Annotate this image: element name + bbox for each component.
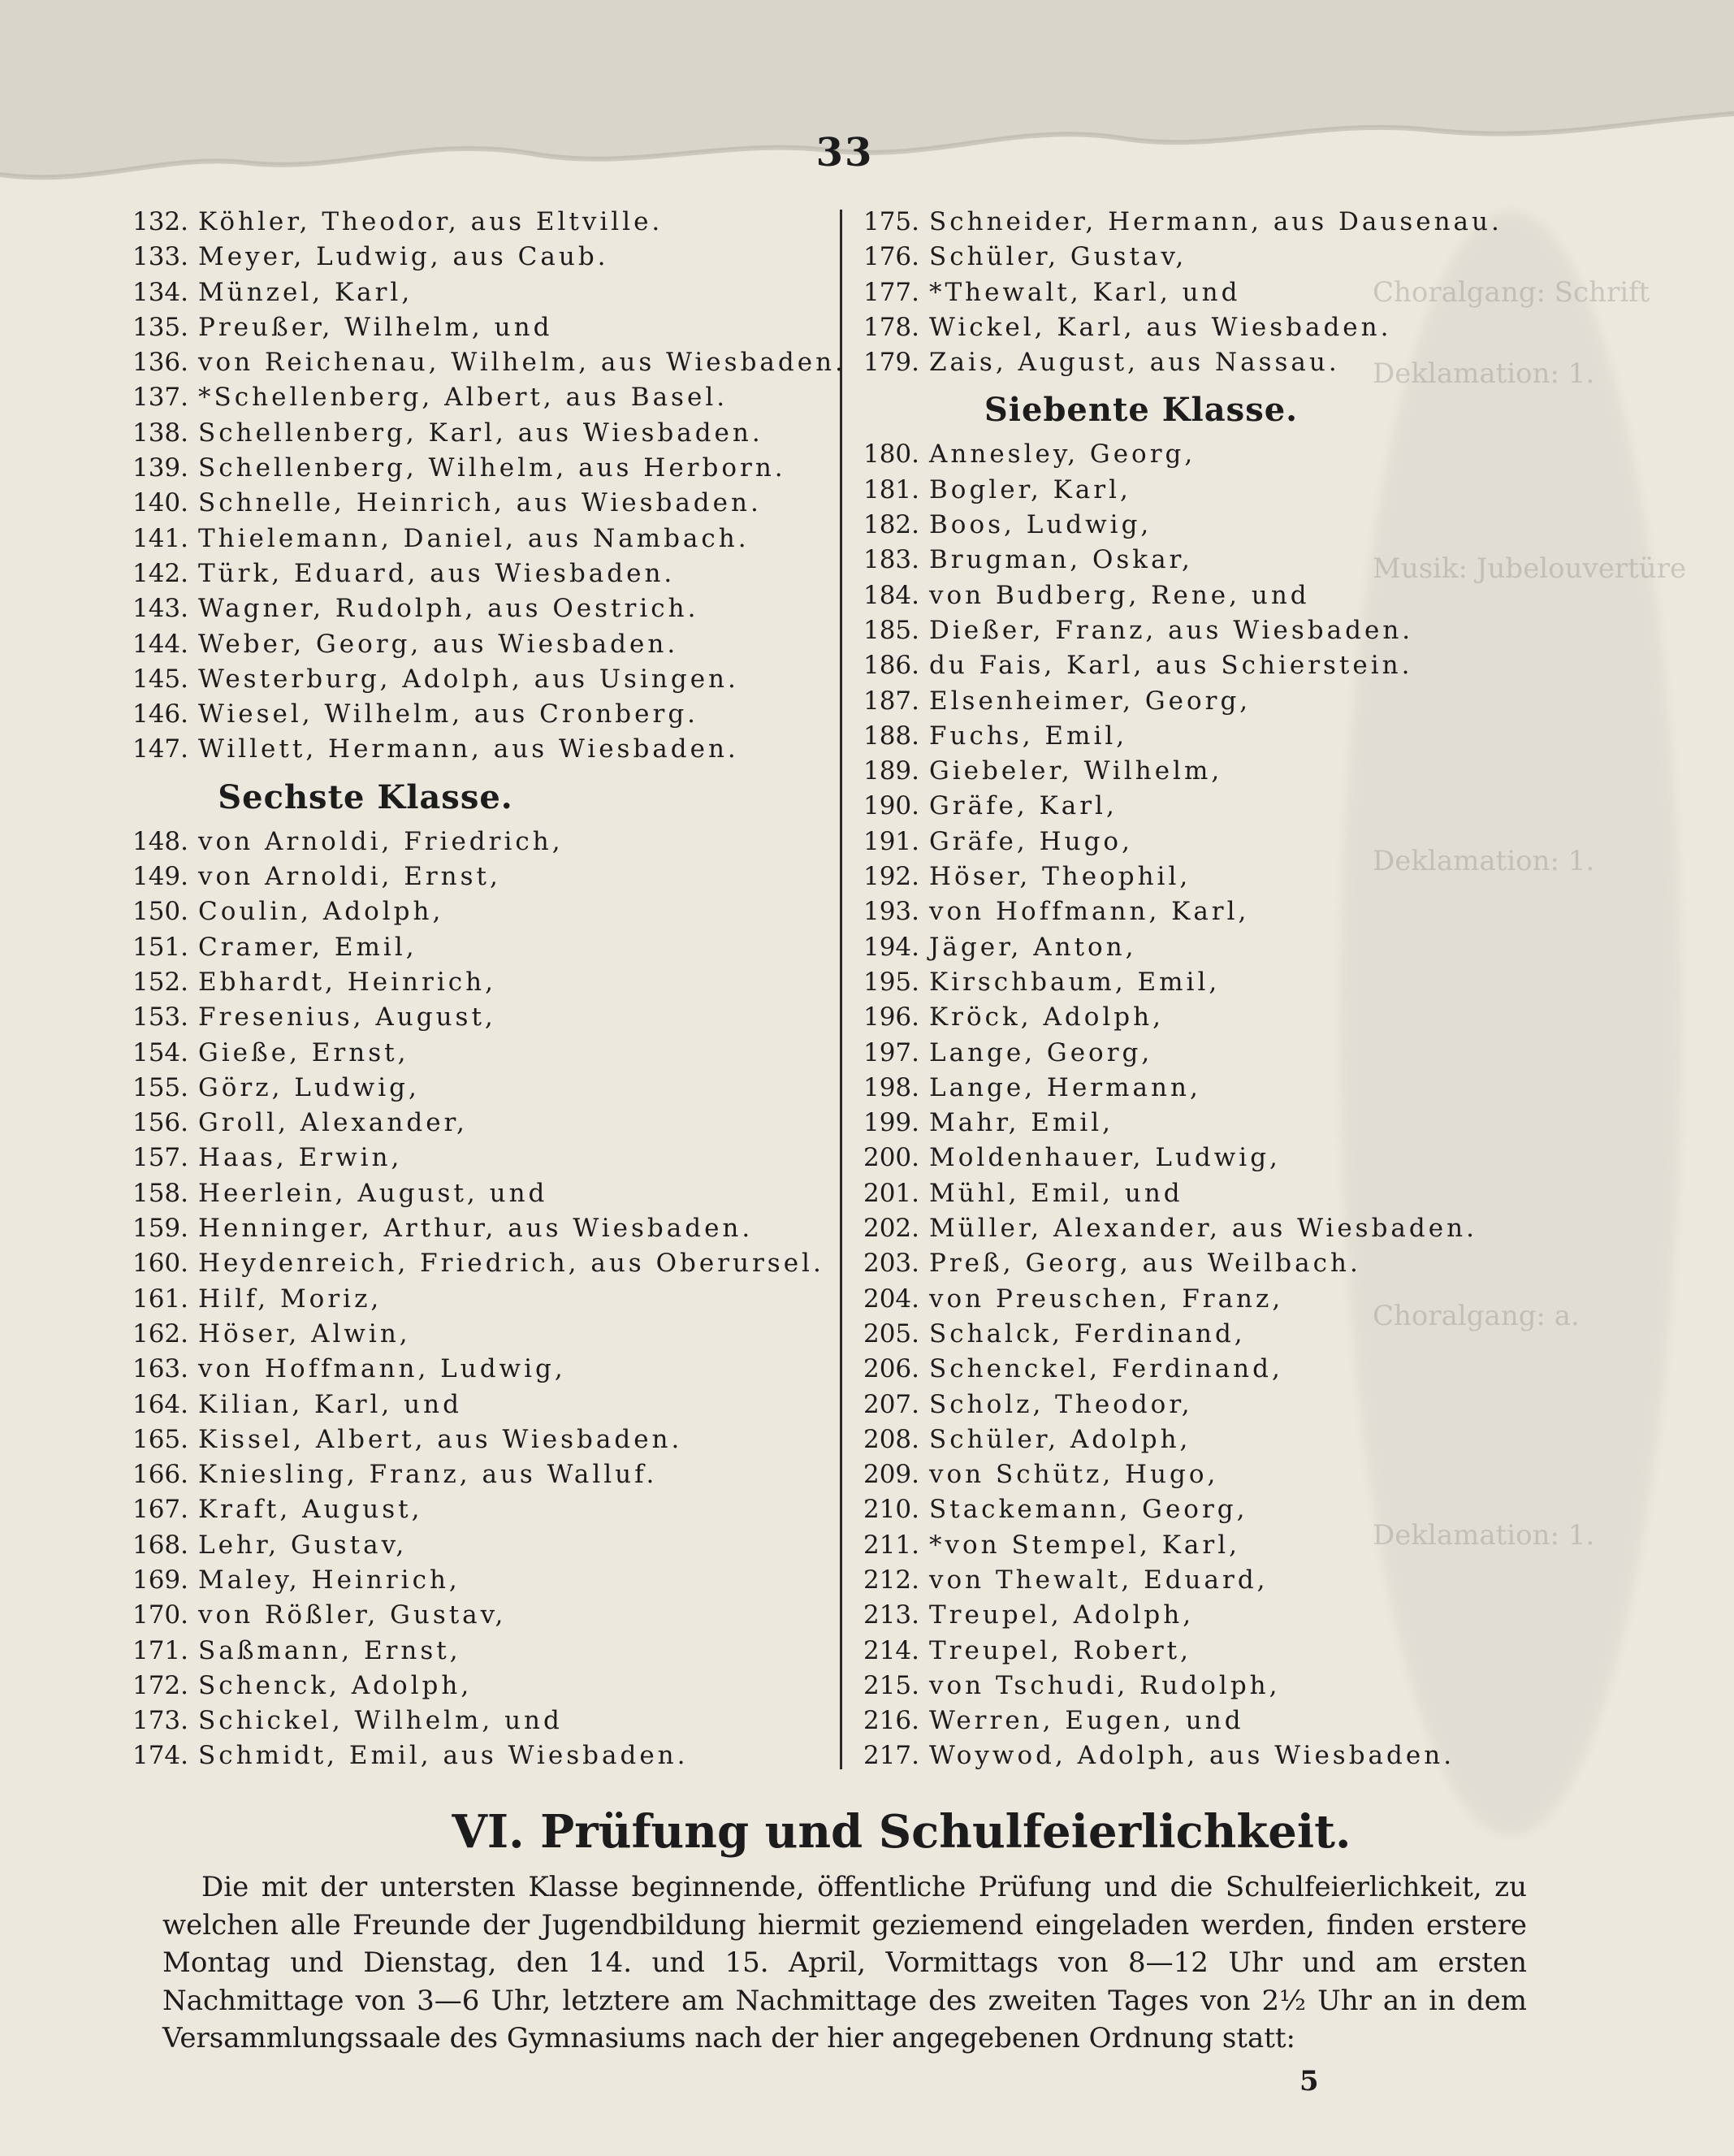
entry-number: 161. <box>132 1284 188 1314</box>
entry-number: 188. <box>863 721 919 751</box>
entry-number: 168. <box>132 1530 188 1560</box>
list-item <box>130 1071 845 1106</box>
entry-name: von Preuschen, Franz, <box>929 1284 1284 1314</box>
entry-name: Görz, Ludwig, <box>198 1072 420 1102</box>
entry-number: 212. <box>863 1565 919 1595</box>
entry-name: von Budberg, Rene, und <box>929 580 1310 610</box>
entry-name: Groll, Alexander, <box>198 1108 468 1138</box>
list-item <box>130 591 845 626</box>
entry-number: 193. <box>863 897 919 927</box>
entry-number: 147. <box>132 734 188 764</box>
entry-name: Lange, Georg, <box>929 1037 1153 1067</box>
entry-name: von Tschudi, Rudolph, <box>929 1670 1281 1700</box>
list-item <box>130 1738 845 1773</box>
class-heading-siebente: Siebente Klasse. <box>984 391 1299 430</box>
list-item <box>130 1352 845 1387</box>
entry-number: 190. <box>863 791 919 821</box>
list-item <box>130 556 845 591</box>
list-item <box>861 1036 1429 1071</box>
entry-name: du Fais, Karl, aus Schierstein. <box>929 651 1413 681</box>
entry-name: Gräfe, Karl, <box>929 791 1118 821</box>
section-paragraph-text: Die mit der untersten Klasse beginnende, öffentliche Prüfung und die Schulfeierlichkeit, zu welchen alle Freunde der Jugendbildung hiermit geziemend eingeladen werden, finden erstere Montag und Dienstag, den 14. und 15. April, Vormittags von 8—12 Uhr und am ersten Nachmittage von 3—6 Uhr, letztere am Nachmittage des zweiten Tages von 2½ Uhr an in dem Versammlungssaale des Gymnasiums nach der hier angegebenen Ordnung statt: <box>162 1871 1527 2054</box>
entry-number: 139. <box>132 453 188 483</box>
entry-number: 143. <box>132 594 188 624</box>
list-item <box>130 1598 845 1633</box>
list-item <box>861 1352 1429 1387</box>
list-item <box>861 1317 1429 1352</box>
entry-name: Henninger, Arthur, aus Wiesbaden. <box>198 1214 754 1244</box>
entry-name: *Schellenberg, Albert, aus Basel. <box>198 383 729 413</box>
entry-number: 185. <box>863 615 919 645</box>
entry-name: Annesley, Georg, <box>929 439 1196 470</box>
entry-number: 166. <box>132 1460 188 1490</box>
list-item <box>861 1492 1429 1527</box>
list-item <box>861 310 1429 345</box>
entry-number: 204. <box>863 1284 919 1314</box>
list-item <box>861 275 1429 310</box>
entry-name: Lehr, Gustav, <box>198 1530 408 1560</box>
entry-number: 162. <box>132 1318 188 1349</box>
entry-number: 141. <box>132 523 188 553</box>
list-item <box>130 1388 845 1422</box>
entry-number: 183. <box>863 545 919 575</box>
list-item <box>130 1246 845 1281</box>
entry-number: 200. <box>863 1143 919 1173</box>
entry-name: Mahr, Emil, <box>929 1108 1114 1138</box>
entry-number: 206. <box>863 1354 919 1384</box>
list-item <box>130 1176 845 1211</box>
entry-number: 176. <box>863 242 919 272</box>
entry-name: Fresenius, August, <box>198 1002 496 1033</box>
list-item <box>861 345 1429 380</box>
entry-number: 171. <box>132 1635 188 1665</box>
list-item <box>861 1738 1455 1773</box>
entry-number: 163. <box>132 1354 188 1384</box>
entry-name: Stackemann, Georg, <box>929 1495 1248 1525</box>
entry-number: 181. <box>863 474 919 504</box>
list-item <box>861 1457 1429 1492</box>
entry-number: 145. <box>132 664 188 694</box>
entry-name: Gieße, Ernst, <box>198 1037 409 1067</box>
entry-number: 173. <box>132 1706 188 1736</box>
entry-name: Schickel, Wilhelm, und <box>198 1706 563 1736</box>
list-item <box>861 1634 1429 1669</box>
list-item <box>130 486 845 521</box>
entry-name: Schnelle, Heinrich, aus Wiesbaden. <box>198 488 762 518</box>
entry-name: Schellenberg, Wilhelm, aus Herborn. <box>198 453 786 483</box>
entry-number: 135. <box>132 312 188 342</box>
entry-name: Boos, Ludwig, <box>929 510 1152 540</box>
entry-name: Fuchs, Emil, <box>929 721 1128 751</box>
entry-number: 159. <box>132 1214 188 1244</box>
list-item <box>861 719 1429 754</box>
list-item <box>861 473 1429 508</box>
list-item <box>130 522 845 556</box>
list-item <box>130 1000 845 1035</box>
entry-name: Kraft, August, <box>198 1495 423 1525</box>
entry-name: Jäger, Anton, <box>929 932 1137 962</box>
entry-name: Scholz, Theodor, <box>929 1389 1193 1419</box>
list-item <box>861 1141 1429 1175</box>
list-item <box>130 1422 845 1457</box>
entry-number: 167. <box>132 1495 188 1525</box>
entry-number: 213. <box>863 1600 919 1630</box>
entry-number: 132. <box>132 207 188 236</box>
entry-name: Schalck, Ferdinand, <box>929 1318 1246 1349</box>
list-item <box>130 1457 845 1492</box>
entry-name: Köhler, Theodor, aus Eltville. <box>198 207 664 236</box>
list-item <box>861 789 1429 824</box>
entry-number: 158. <box>132 1178 188 1208</box>
entry-name: Preußer, Wilhelm, und <box>198 312 553 342</box>
entry-name: Heerlein, August, und <box>198 1178 548 1208</box>
list-item <box>861 894 1429 929</box>
student-list <box>130 205 845 768</box>
entry-number: 203. <box>863 1249 919 1279</box>
entry-name: Kilian, Karl, und <box>198 1389 462 1419</box>
list-item <box>130 1634 845 1669</box>
left-column <box>130 205 845 1774</box>
entry-name: Coulin, Adolph, <box>198 897 444 927</box>
entry-name: Bogler, Karl, <box>929 474 1131 504</box>
list-item <box>130 825 845 859</box>
entry-number: 194. <box>863 932 919 962</box>
list-item <box>861 1211 1477 1246</box>
entry-name: Schmidt, Emil, aus Wiesbaden. <box>198 1741 689 1771</box>
list-item <box>130 1036 845 1071</box>
entry-name: Haas, Erwin, <box>198 1143 403 1173</box>
entry-number: 164. <box>132 1389 188 1419</box>
entry-name: Schenck, Adolph, <box>198 1670 473 1700</box>
list-item <box>861 1000 1429 1035</box>
entry-name: von Hoffmann, Karl, <box>929 897 1250 927</box>
entry-number: 149. <box>132 862 188 892</box>
list-item <box>861 1528 1429 1563</box>
list-item <box>861 1388 1429 1422</box>
entry-number: 209. <box>863 1460 919 1490</box>
list-item <box>861 1176 1429 1211</box>
entry-name: Türk, Eduard, aus Wiesbaden. <box>198 558 676 588</box>
entry-name: Kniesling, Franz, aus Walluf. <box>198 1460 658 1490</box>
entry-number: 146. <box>132 699 188 729</box>
entry-name: Giebeler, Wilhelm, <box>929 756 1223 786</box>
entry-name: Höser, Theophil, <box>929 862 1191 892</box>
bleed-through-text: Deklamation: 1. <box>1373 845 1595 877</box>
entry-name: von Hoffmann, Ludwig, <box>198 1354 566 1384</box>
entry-name: von Reichenau, Wilhelm, aus Wiesbaden. <box>198 348 846 378</box>
entry-name: *Thewalt, Karl, und <box>929 277 1241 307</box>
entry-number: 156. <box>132 1108 188 1138</box>
entry-number: 137. <box>132 383 188 413</box>
entry-name: von Arnoldi, Ernst, <box>198 862 501 892</box>
entry-name: Saßmann, Ernst, <box>198 1635 461 1665</box>
entry-number: 182. <box>863 510 919 540</box>
entry-number: 152. <box>132 967 188 997</box>
list-item <box>861 930 1429 965</box>
entry-name: Wickel, Karl, aus Wiesbaden. <box>929 312 1392 342</box>
list-item <box>130 1141 845 1175</box>
sheet-signature: 5 <box>1299 2065 1319 2098</box>
list-item <box>130 416 845 451</box>
list-item <box>861 613 1429 648</box>
list-item <box>130 930 845 965</box>
section-numeral: VI. <box>452 1805 525 1859</box>
bleed-through-text: Choralgang: a. <box>1373 1300 1580 1332</box>
list-item <box>130 627 845 662</box>
entry-name: Treupel, Adolph, <box>929 1600 1195 1630</box>
entry-number: 195. <box>863 967 919 997</box>
section-pruefung <box>162 1795 1527 2058</box>
entry-name: Moldenhauer, Ludwig, <box>929 1143 1281 1173</box>
entry-number: 144. <box>132 629 188 659</box>
entry-name: Gräfe, Hugo, <box>929 826 1133 856</box>
list-item <box>861 684 1429 719</box>
entry-name: Ebhardt, Heinrich, <box>198 967 496 997</box>
entry-name: Lange, Hermann, <box>929 1072 1201 1102</box>
entry-number: 216. <box>863 1706 919 1736</box>
entry-number: 215. <box>863 1670 919 1700</box>
entry-name: Treupel, Robert, <box>929 1635 1191 1665</box>
entry-number: 178. <box>863 312 919 342</box>
entry-number: 154. <box>132 1037 188 1067</box>
entry-name: Müller, Alexander, aus Wiesbaden. <box>929 1214 1477 1244</box>
entry-number: 172. <box>132 1670 188 1700</box>
entry-number: 165. <box>132 1424 188 1454</box>
entry-name: Kirschbaum, Emil, <box>929 967 1221 997</box>
entry-name: von Schütz, Hugo, <box>929 1460 1219 1490</box>
entry-name: Wiesel, Wilhelm, aus Cronberg. <box>198 699 699 729</box>
bleed-through-text: Choralgang: Schrift <box>1373 276 1650 309</box>
entry-name: Westerburg, Adolph, aus Usingen. <box>198 664 739 694</box>
list-item <box>861 965 1429 1000</box>
entry-number: 134. <box>132 277 188 307</box>
entry-number: 177. <box>863 277 919 307</box>
list-item <box>130 1492 845 1527</box>
entry-number: 208. <box>863 1424 919 1454</box>
list-item <box>861 859 1429 894</box>
page-number: 33 <box>815 130 874 175</box>
entry-name: Schüler, Gustav, <box>929 242 1187 272</box>
list-item <box>130 1528 845 1563</box>
list-item <box>130 1704 845 1738</box>
entry-number: 207. <box>863 1389 919 1419</box>
entry-number: 197. <box>863 1037 919 1067</box>
entry-number: 160. <box>132 1249 188 1279</box>
entry-name: Heydenreich, Friedrich, aus Oberursel. <box>198 1249 824 1279</box>
entry-name: Thielemann, Daniel, aus Nambach. <box>198 523 750 553</box>
entry-number: 210. <box>863 1495 919 1525</box>
entry-name: Wagner, Rudolph, aus Oestrich. <box>198 594 699 624</box>
entry-number: 170. <box>132 1600 188 1630</box>
list-item <box>130 1317 845 1352</box>
list-item <box>861 1246 1429 1281</box>
list-item <box>130 451 845 486</box>
list-item <box>130 380 845 415</box>
entry-name: Cramer, Emil, <box>198 932 417 962</box>
entry-name: Schneider, Hermann, aus Dausenau. <box>929 207 1503 236</box>
entry-name: Weber, Georg, aus Wiesbaden. <box>198 629 679 659</box>
list-item <box>130 345 845 380</box>
list-item <box>130 1106 845 1141</box>
entry-number: 199. <box>863 1108 919 1138</box>
entry-number: 150. <box>132 897 188 927</box>
entry-number: 136. <box>132 348 188 378</box>
list-item <box>130 859 845 894</box>
section-title-text: Prüfung und Schulfeierlichkeit. <box>540 1805 1351 1859</box>
list-item <box>861 578 1429 613</box>
list-item <box>861 1704 1429 1738</box>
list-item <box>130 205 845 240</box>
entry-name: Schüler, Adolph, <box>929 1424 1191 1454</box>
entry-number: 196. <box>863 1002 919 1033</box>
entry-name: Schellenberg, Karl, aus Wiesbaden. <box>198 418 763 448</box>
entry-name: Brugman, Oskar, <box>929 545 1193 575</box>
entry-number: 180. <box>863 439 919 470</box>
entry-name: Schenckel, Ferdinand, <box>929 1354 1283 1384</box>
entry-number: 174. <box>132 1741 188 1771</box>
entry-number: 202. <box>863 1214 919 1244</box>
entry-number: 217. <box>863 1741 919 1771</box>
class-heading-sechste: Sechste Klasse. <box>218 777 513 816</box>
entry-number: 192. <box>863 862 919 892</box>
entry-name: Dießer, Franz, aus Wiesbaden. <box>929 615 1414 645</box>
entry-name: Maley, Heinrich, <box>198 1565 461 1595</box>
list-item <box>130 697 845 732</box>
entry-number: 151. <box>132 932 188 962</box>
entry-name: von Thewalt, Eduard, <box>929 1565 1269 1595</box>
entry-number: 187. <box>863 686 919 716</box>
list-item <box>130 1282 845 1317</box>
list-item <box>130 310 845 345</box>
section-paragraph <box>162 1868 1527 2058</box>
list-item <box>130 1669 845 1704</box>
list-item <box>130 965 845 1000</box>
entry-number: 175. <box>863 207 919 236</box>
entry-number: 205. <box>863 1318 919 1349</box>
entry-name: Kröck, Adolph, <box>929 1002 1164 1033</box>
list-item <box>861 1282 1429 1317</box>
list-item <box>861 754 1429 789</box>
list-item <box>861 437 1429 472</box>
list-item <box>861 205 1503 240</box>
entry-name: Zais, August, aus Nassau. <box>929 348 1340 378</box>
entry-name: Elsenheimer, Georg, <box>929 686 1252 716</box>
entry-number: 211. <box>863 1530 919 1560</box>
bleed-through-text: Deklamation: 1. <box>1373 357 1595 390</box>
entry-number: 179. <box>863 348 919 378</box>
list-item <box>861 1669 1429 1704</box>
entry-name: *von Stempel, Karl, <box>929 1530 1240 1560</box>
entry-name: Willett, Hermann, aus Wiesbaden. <box>198 734 739 764</box>
entry-name: von Rößler, Gustav, <box>198 1600 507 1630</box>
entry-name: Hilf, Moriz, <box>198 1284 383 1314</box>
entry-name: Mühl, Emil, und <box>929 1178 1183 1208</box>
entry-number: 142. <box>132 558 188 588</box>
entry-number: 191. <box>863 826 919 856</box>
list-item <box>130 240 845 275</box>
entry-number: 138. <box>132 418 188 448</box>
student-list <box>861 205 1503 380</box>
entry-number: 157. <box>132 1143 188 1173</box>
list-item <box>130 1563 845 1598</box>
list-item <box>861 1071 1429 1106</box>
section-title <box>162 1795 1527 1868</box>
list-item <box>861 508 1429 543</box>
entry-name: Werren, Eugen, und <box>929 1706 1244 1736</box>
entry-number: 148. <box>132 826 188 856</box>
entry-name: Woywod, Adolph, aus Wiesbaden. <box>929 1741 1455 1771</box>
entry-number: 153. <box>132 1002 188 1033</box>
student-list <box>130 825 845 1774</box>
entry-number: 186. <box>863 651 919 681</box>
entry-number: 198. <box>863 1072 919 1102</box>
entry-number: 155. <box>132 1072 188 1102</box>
list-item <box>861 1106 1429 1141</box>
list-item <box>861 1598 1429 1633</box>
list-item <box>861 1422 1429 1457</box>
entry-number: 133. <box>132 242 188 272</box>
entry-number: 214. <box>863 1635 919 1665</box>
entry-number: 189. <box>863 756 919 786</box>
list-item <box>861 825 1429 859</box>
entry-number: 201. <box>863 1178 919 1208</box>
list-item <box>861 648 1429 683</box>
list-item <box>130 894 845 929</box>
entry-number: 140. <box>132 488 188 518</box>
list-item <box>130 732 845 767</box>
bleed-through-text: Musik: Jubelouvertüre <box>1373 552 1687 585</box>
entry-name: Meyer, Ludwig, aus Caub. <box>198 242 609 272</box>
list-item <box>130 275 845 310</box>
entry-name: Preß, Georg, aus Weilbach. <box>929 1249 1361 1279</box>
entry-name: Höser, Alwin, <box>198 1318 411 1349</box>
list-item <box>861 543 1429 578</box>
list-item <box>861 1563 1429 1598</box>
list-item <box>130 662 845 697</box>
list-item <box>861 240 1429 275</box>
entry-name: Münzel, Karl, <box>198 277 413 307</box>
entry-name: von Arnoldi, Friedrich, <box>198 826 564 856</box>
entry-number: 169. <box>132 1565 188 1595</box>
entry-number: 184. <box>863 580 919 610</box>
entry-name: Kissel, Albert, aus Wiesbaden. <box>198 1424 683 1454</box>
bleed-through-text: Deklamation: 1. <box>1373 1519 1595 1552</box>
list-item <box>130 1211 845 1246</box>
